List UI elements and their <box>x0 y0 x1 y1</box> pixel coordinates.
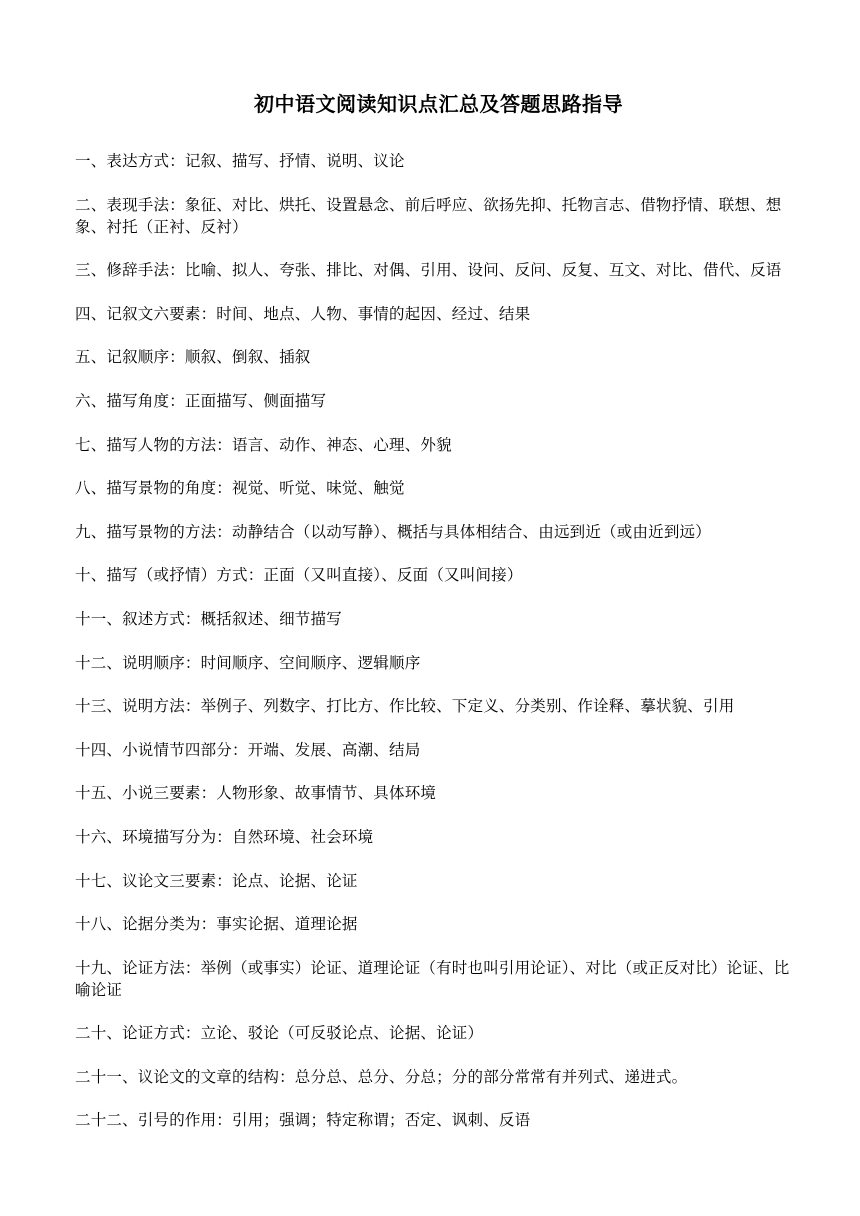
list-item: 二十二、引号的作用：引用；强调；特定称谓；否定、讽刺、反语 <box>75 1111 531 1130</box>
list-item: 二十、论证方式：立论、驳论（可反驳论点、论据、论证） <box>75 1024 484 1043</box>
list-item: 六、描写角度：正面描写、侧面描写 <box>75 391 327 410</box>
list-item: 十八、论据分类为：事实论据、道理论据 <box>75 915 358 934</box>
list-item: 十七、议论文三要素：论点、论据、论证 <box>75 871 358 890</box>
page-title: 初中语文阅读知识点汇总及答题思路指导 <box>254 92 623 116</box>
list-item: 三、修辞手法：比喻、拟人、夸张、排比、对偶、引用、设问、反问、反复、互文、对比、借代、反语 <box>75 261 782 280</box>
list-item: 十六、环境描写分为：自然环境、社会环境 <box>75 827 374 846</box>
list-item: 十二、说明顺序：时间顺序、空间顺序、逻辑顺序 <box>75 653 421 672</box>
list-item: 二、表现手法：象征、对比、烘托、设置悬念、前后呼应、欲扬先抑、托物言志、借物抒情、联想、想象、衬托（正衬、反衬） <box>75 195 782 236</box>
list-item: 九、描写景物的方法：动静结合（以动写静）、概括与具体相结合、由远到近（或由近到远） <box>75 522 711 541</box>
list-item: 十三、说明方法：举例子、列数字、打比方、作比较、下定义、分类别、作诠释、摹状貌、引用 <box>75 697 735 716</box>
knowledge-list <box>75 150 802 1131</box>
list-item: 十、描写（或抒情）方式：正面（又叫直接）、反面（又叫间接） <box>75 566 523 585</box>
list-item: 十五、小说三要素：人物形象、故事情节、具体环境 <box>75 784 437 803</box>
list-item: 八、描写景物的角度：视觉、听觉、味觉、触觉 <box>75 479 405 498</box>
list-item: 七、描写人物的方法：语言、动作、神态、心理、外貌 <box>75 435 452 454</box>
list-item: 五、记叙顺序：顺叙、倒叙、插叙 <box>75 348 311 367</box>
list-item: 四、记叙文六要素：时间、地点、人物、事情的起因、经过、结果 <box>75 304 531 323</box>
list-item: 一、表达方式：记叙、描写、抒情、说明、议论 <box>75 152 405 170</box>
list-item: 十四、小说情节四部分：开端、发展、高潮、结局 <box>75 740 421 759</box>
list-item: 十一、叙述方式：概括叙述、细节描写 <box>75 609 342 628</box>
list-item: 二十一、议论文的文章的结构：总分总、总分、分总；分的部分常常有并列式、递进式。 <box>75 1067 688 1086</box>
list-item: 十九、论证方法：举例（或事实）论证、道理论证（有时也叫引用论证）、对比（或正反对比）论证、比喻论证 <box>75 958 790 999</box>
